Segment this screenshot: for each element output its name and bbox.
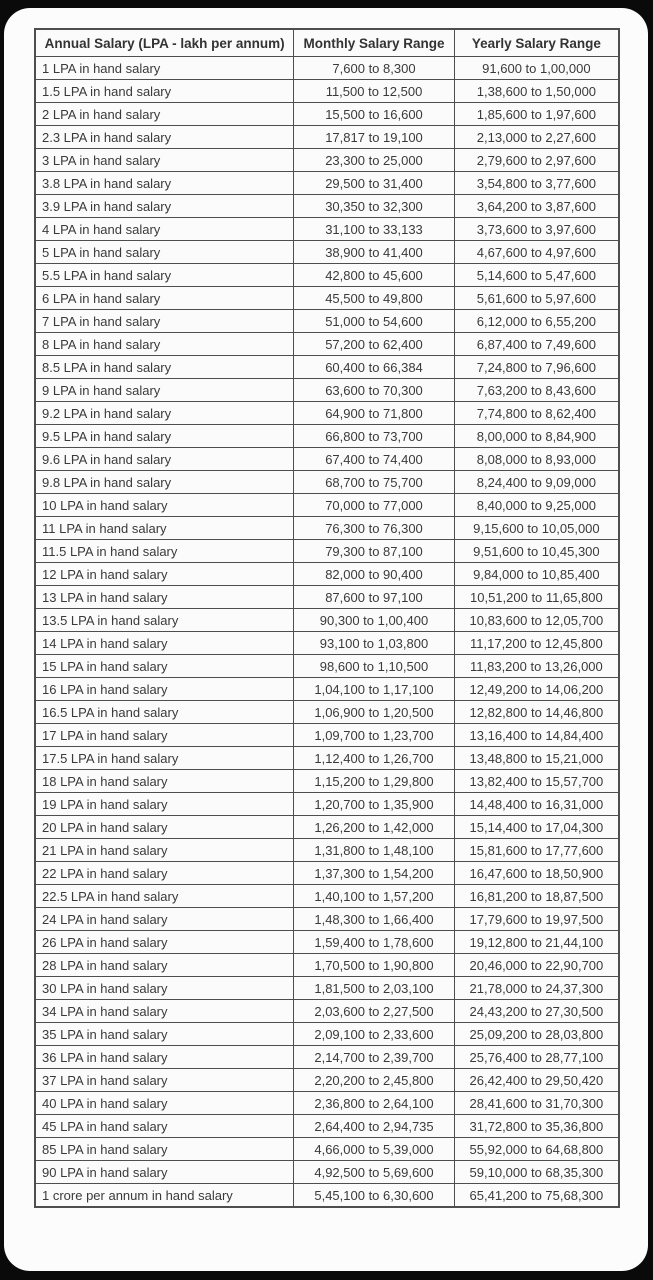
table-row: [35, 471, 619, 494]
table-row: [35, 402, 619, 425]
table-row: [35, 80, 619, 103]
yearly-range-cell: 26,42,400 to 29,50,420: [454, 1069, 619, 1092]
table-body: [35, 57, 619, 1208]
yearly-range-cell: 15,14,400 to 17,04,300: [454, 816, 619, 839]
monthly-range-cell: 1,59,400 to 1,78,600: [294, 931, 455, 954]
monthly-range-cell: 31,100 to 33,133: [294, 218, 455, 241]
table-row: [35, 379, 619, 402]
annual-salary-cell: 22.5 LPA in hand salary: [35, 885, 294, 908]
yearly-range-cell: 65,41,200 to 75,68,300: [454, 1184, 619, 1208]
table-row: [35, 839, 619, 862]
annual-salary-cell: 17 LPA in hand salary: [35, 724, 294, 747]
monthly-range-cell: 1,70,500 to 1,90,800: [294, 954, 455, 977]
table-row: [35, 149, 619, 172]
yearly-range-cell: 24,43,200 to 27,30,500: [454, 1000, 619, 1023]
annual-salary-cell: 8 LPA in hand salary: [35, 333, 294, 356]
yearly-range-cell: 8,24,400 to 9,09,000: [454, 471, 619, 494]
table-row: [35, 1023, 619, 1046]
monthly-range-cell: 30,350 to 32,300: [294, 195, 455, 218]
annual-salary-cell: 16 LPA in hand salary: [35, 678, 294, 701]
table-row: [35, 333, 619, 356]
monthly-range-cell: 87,600 to 97,100: [294, 586, 455, 609]
table-row: [35, 172, 619, 195]
yearly-range-cell: 7,63,200 to 8,43,600: [454, 379, 619, 402]
yearly-range-cell: 10,83,600 to 12,05,700: [454, 609, 619, 632]
annual-salary-cell: 6 LPA in hand salary: [35, 287, 294, 310]
annual-salary-cell: 14 LPA in hand salary: [35, 632, 294, 655]
annual-salary-cell: 9 LPA in hand salary: [35, 379, 294, 402]
table-row: [35, 1069, 619, 1092]
table-row: [35, 1184, 619, 1208]
monthly-range-cell: 2,36,800 to 2,64,100: [294, 1092, 455, 1115]
table-card: [4, 8, 648, 1271]
yearly-range-cell: 5,61,600 to 5,97,600: [454, 287, 619, 310]
yearly-range-cell: 13,16,400 to 14,84,400: [454, 724, 619, 747]
table-row: [35, 678, 619, 701]
monthly-range-cell: 1,26,200 to 1,42,000: [294, 816, 455, 839]
monthly-range-cell: 5,45,100 to 6,30,600: [294, 1184, 455, 1208]
yearly-range-cell: 7,24,800 to 7,96,600: [454, 356, 619, 379]
monthly-range-cell: 23,300 to 25,000: [294, 149, 455, 172]
annual-salary-cell: 9.8 LPA in hand salary: [35, 471, 294, 494]
table-row: [35, 103, 619, 126]
annual-salary-cell: 90 LPA in hand salary: [35, 1161, 294, 1184]
table-row: [35, 195, 619, 218]
monthly-range-cell: 82,000 to 90,400: [294, 563, 455, 586]
yearly-range-cell: 91,600 to 1,00,000: [454, 57, 619, 80]
monthly-range-cell: 2,14,700 to 2,39,700: [294, 1046, 455, 1069]
monthly-range-cell: 79,300 to 87,100: [294, 540, 455, 563]
monthly-range-cell: 7,600 to 8,300: [294, 57, 455, 80]
monthly-range-cell: 2,09,100 to 2,33,600: [294, 1023, 455, 1046]
table-row: [35, 1138, 619, 1161]
monthly-range-cell: 15,500 to 16,600: [294, 103, 455, 126]
monthly-range-cell: 76,300 to 76,300: [294, 517, 455, 540]
monthly-range-cell: 1,06,900 to 1,20,500: [294, 701, 455, 724]
annual-salary-cell: 1.5 LPA in hand salary: [35, 80, 294, 103]
annual-salary-cell: 15 LPA in hand salary: [35, 655, 294, 678]
table-row: [35, 931, 619, 954]
yearly-range-cell: 28,41,600 to 31,70,300: [454, 1092, 619, 1115]
yearly-range-cell: 13,48,800 to 15,21,000: [454, 747, 619, 770]
table-row: [35, 57, 619, 80]
table-row: [35, 425, 619, 448]
table-row: [35, 1161, 619, 1184]
annual-salary-cell: 4 LPA in hand salary: [35, 218, 294, 241]
annual-salary-cell: 19 LPA in hand salary: [35, 793, 294, 816]
yearly-range-cell: 3,54,800 to 3,77,600: [454, 172, 619, 195]
table-row: [35, 126, 619, 149]
yearly-range-cell: 4,67,600 to 4,97,600: [454, 241, 619, 264]
table-row: [35, 287, 619, 310]
yearly-range-cell: 21,78,000 to 24,37,300: [454, 977, 619, 1000]
table-row: [35, 793, 619, 816]
yearly-range-cell: 31,72,800 to 35,36,800: [454, 1115, 619, 1138]
table-row: [35, 816, 619, 839]
annual-salary-cell: 45 LPA in hand salary: [35, 1115, 294, 1138]
table-row: [35, 1000, 619, 1023]
column-header: Yearly Salary Range: [454, 29, 619, 57]
monthly-range-cell: 1,09,700 to 1,23,700: [294, 724, 455, 747]
monthly-range-cell: 57,200 to 62,400: [294, 333, 455, 356]
yearly-range-cell: 19,12,800 to 21,44,100: [454, 931, 619, 954]
salary-table: [34, 28, 620, 1208]
monthly-range-cell: 1,48,300 to 1,66,400: [294, 908, 455, 931]
yearly-range-cell: 12,82,800 to 14,46,800: [454, 701, 619, 724]
monthly-range-cell: 93,100 to 1,03,800: [294, 632, 455, 655]
table-header: [35, 29, 619, 57]
table-row: [35, 609, 619, 632]
monthly-range-cell: 2,20,200 to 2,45,800: [294, 1069, 455, 1092]
annual-salary-cell: 3.9 LPA in hand salary: [35, 195, 294, 218]
annual-salary-cell: 9.6 LPA in hand salary: [35, 448, 294, 471]
annual-salary-cell: 1 crore per annum in hand salary: [35, 1184, 294, 1208]
table-row: [35, 356, 619, 379]
table-row: [35, 908, 619, 931]
monthly-range-cell: 68,700 to 75,700: [294, 471, 455, 494]
yearly-range-cell: 9,84,000 to 10,85,400: [454, 563, 619, 586]
table-row: [35, 241, 619, 264]
annual-salary-cell: 7 LPA in hand salary: [35, 310, 294, 333]
annual-salary-cell: 11 LPA in hand salary: [35, 517, 294, 540]
monthly-range-cell: 90,300 to 1,00,400: [294, 609, 455, 632]
yearly-range-cell: 15,81,600 to 17,77,600: [454, 839, 619, 862]
yearly-range-cell: 6,87,400 to 7,49,600: [454, 333, 619, 356]
annual-salary-cell: 36 LPA in hand salary: [35, 1046, 294, 1069]
annual-salary-cell: 3.8 LPA in hand salary: [35, 172, 294, 195]
annual-salary-cell: 28 LPA in hand salary: [35, 954, 294, 977]
annual-salary-cell: 37 LPA in hand salary: [35, 1069, 294, 1092]
annual-salary-cell: 8.5 LPA in hand salary: [35, 356, 294, 379]
monthly-range-cell: 1,81,500 to 2,03,100: [294, 977, 455, 1000]
yearly-range-cell: 2,79,600 to 2,97,600: [454, 149, 619, 172]
annual-salary-cell: 2 LPA in hand salary: [35, 103, 294, 126]
table-row: [35, 563, 619, 586]
annual-salary-cell: 10 LPA in hand salary: [35, 494, 294, 517]
monthly-range-cell: 2,64,400 to 2,94,735: [294, 1115, 455, 1138]
monthly-range-cell: 29,500 to 31,400: [294, 172, 455, 195]
monthly-range-cell: 38,900 to 41,400: [294, 241, 455, 264]
yearly-range-cell: 13,82,400 to 15,57,700: [454, 770, 619, 793]
yearly-range-cell: 3,64,200 to 3,87,600: [454, 195, 619, 218]
yearly-range-cell: 16,47,600 to 18,50,900: [454, 862, 619, 885]
table-row: [35, 724, 619, 747]
table-row: [35, 494, 619, 517]
annual-salary-cell: 11.5 LPA in hand salary: [35, 540, 294, 563]
annual-salary-cell: 13.5 LPA in hand salary: [35, 609, 294, 632]
yearly-range-cell: 16,81,200 to 18,87,500: [454, 885, 619, 908]
monthly-range-cell: 98,600 to 1,10,500: [294, 655, 455, 678]
table-row: [35, 701, 619, 724]
table-row: [35, 632, 619, 655]
table-row: [35, 586, 619, 609]
monthly-range-cell: 2,03,600 to 2,27,500: [294, 1000, 455, 1023]
table-row: [35, 218, 619, 241]
monthly-range-cell: 17,817 to 19,100: [294, 126, 455, 149]
monthly-range-cell: 1,31,800 to 1,48,100: [294, 839, 455, 862]
table-row: [35, 977, 619, 1000]
monthly-range-cell: 63,600 to 70,300: [294, 379, 455, 402]
table-row: [35, 954, 619, 977]
annual-salary-cell: 12 LPA in hand salary: [35, 563, 294, 586]
annual-salary-cell: 5 LPA in hand salary: [35, 241, 294, 264]
yearly-range-cell: 10,51,200 to 11,65,800: [454, 586, 619, 609]
table-row: [35, 310, 619, 333]
yearly-range-cell: 5,14,600 to 5,47,600: [454, 264, 619, 287]
monthly-range-cell: 45,500 to 49,800: [294, 287, 455, 310]
header-row: [35, 29, 619, 57]
yearly-range-cell: 14,48,400 to 16,31,000: [454, 793, 619, 816]
annual-salary-cell: 85 LPA in hand salary: [35, 1138, 294, 1161]
yearly-range-cell: 1,85,600 to 1,97,600: [454, 103, 619, 126]
table-row: [35, 862, 619, 885]
yearly-range-cell: 3,73,600 to 3,97,600: [454, 218, 619, 241]
annual-salary-cell: 22 LPA in hand salary: [35, 862, 294, 885]
monthly-range-cell: 60,400 to 66,384: [294, 356, 455, 379]
annual-salary-cell: 9.5 LPA in hand salary: [35, 425, 294, 448]
annual-salary-cell: 30 LPA in hand salary: [35, 977, 294, 1000]
annual-salary-cell: 26 LPA in hand salary: [35, 931, 294, 954]
monthly-range-cell: 4,66,000 to 5,39,000: [294, 1138, 455, 1161]
annual-salary-cell: 17.5 LPA in hand salary: [35, 747, 294, 770]
table-row: [35, 1115, 619, 1138]
table-row: [35, 885, 619, 908]
annual-salary-cell: 3 LPA in hand salary: [35, 149, 294, 172]
yearly-range-cell: 7,74,800 to 8,62,400: [454, 402, 619, 425]
yearly-range-cell: 59,10,000 to 68,35,300: [454, 1161, 619, 1184]
yearly-range-cell: 6,12,000 to 6,55,200: [454, 310, 619, 333]
annual-salary-cell: 5.5 LPA in hand salary: [35, 264, 294, 287]
yearly-range-cell: 17,79,600 to 19,97,500: [454, 908, 619, 931]
annual-salary-cell: 40 LPA in hand salary: [35, 1092, 294, 1115]
table-row: [35, 770, 619, 793]
monthly-range-cell: 70,000 to 77,000: [294, 494, 455, 517]
annual-salary-cell: 21 LPA in hand salary: [35, 839, 294, 862]
monthly-range-cell: 11,500 to 12,500: [294, 80, 455, 103]
table-row: [35, 540, 619, 563]
annual-salary-cell: 1 LPA in hand salary: [35, 57, 294, 80]
monthly-range-cell: 1,12,400 to 1,26,700: [294, 747, 455, 770]
yearly-range-cell: 55,92,000 to 64,68,800: [454, 1138, 619, 1161]
table-row: [35, 264, 619, 287]
yearly-range-cell: 9,15,600 to 10,05,000: [454, 517, 619, 540]
annual-salary-cell: 24 LPA in hand salary: [35, 908, 294, 931]
annual-salary-cell: 35 LPA in hand salary: [35, 1023, 294, 1046]
table-row: [35, 517, 619, 540]
yearly-range-cell: 11,17,200 to 12,45,800: [454, 632, 619, 655]
column-header: Annual Salary (LPA - lakh per annum): [35, 29, 294, 57]
annual-salary-cell: 9.2 LPA in hand salary: [35, 402, 294, 425]
yearly-range-cell: 8,00,000 to 8,84,900: [454, 425, 619, 448]
annual-salary-cell: 16.5 LPA in hand salary: [35, 701, 294, 724]
monthly-range-cell: 1,37,300 to 1,54,200: [294, 862, 455, 885]
annual-salary-cell: 20 LPA in hand salary: [35, 816, 294, 839]
yearly-range-cell: 8,08,000 to 8,93,000: [454, 448, 619, 471]
yearly-range-cell: 2,13,000 to 2,27,600: [454, 126, 619, 149]
monthly-range-cell: 1,40,100 to 1,57,200: [294, 885, 455, 908]
column-header: Monthly Salary Range: [294, 29, 455, 57]
annual-salary-cell: 34 LPA in hand salary: [35, 1000, 294, 1023]
monthly-range-cell: 42,800 to 45,600: [294, 264, 455, 287]
annual-salary-cell: 18 LPA in hand salary: [35, 770, 294, 793]
monthly-range-cell: 1,04,100 to 1,17,100: [294, 678, 455, 701]
annual-salary-cell: 13 LPA in hand salary: [35, 586, 294, 609]
table-row: [35, 448, 619, 471]
monthly-range-cell: 1,15,200 to 1,29,800: [294, 770, 455, 793]
yearly-range-cell: 9,51,600 to 10,45,300: [454, 540, 619, 563]
yearly-range-cell: 12,49,200 to 14,06,200: [454, 678, 619, 701]
monthly-range-cell: 64,900 to 71,800: [294, 402, 455, 425]
table-row: [35, 655, 619, 678]
table-row: [35, 1046, 619, 1069]
yearly-range-cell: 25,09,200 to 28,03,800: [454, 1023, 619, 1046]
monthly-range-cell: 67,400 to 74,400: [294, 448, 455, 471]
yearly-range-cell: 20,46,000 to 22,90,700: [454, 954, 619, 977]
yearly-range-cell: 11,83,200 to 13,26,000: [454, 655, 619, 678]
monthly-range-cell: 66,800 to 73,700: [294, 425, 455, 448]
table-row: [35, 747, 619, 770]
monthly-range-cell: 1,20,700 to 1,35,900: [294, 793, 455, 816]
yearly-range-cell: 25,76,400 to 28,77,100: [454, 1046, 619, 1069]
monthly-range-cell: 51,000 to 54,600: [294, 310, 455, 333]
yearly-range-cell: 1,38,600 to 1,50,000: [454, 80, 619, 103]
yearly-range-cell: 8,40,000 to 9,25,000: [454, 494, 619, 517]
monthly-range-cell: 4,92,500 to 5,69,600: [294, 1161, 455, 1184]
table-row: [35, 1092, 619, 1115]
annual-salary-cell: 2.3 LPA in hand salary: [35, 126, 294, 149]
